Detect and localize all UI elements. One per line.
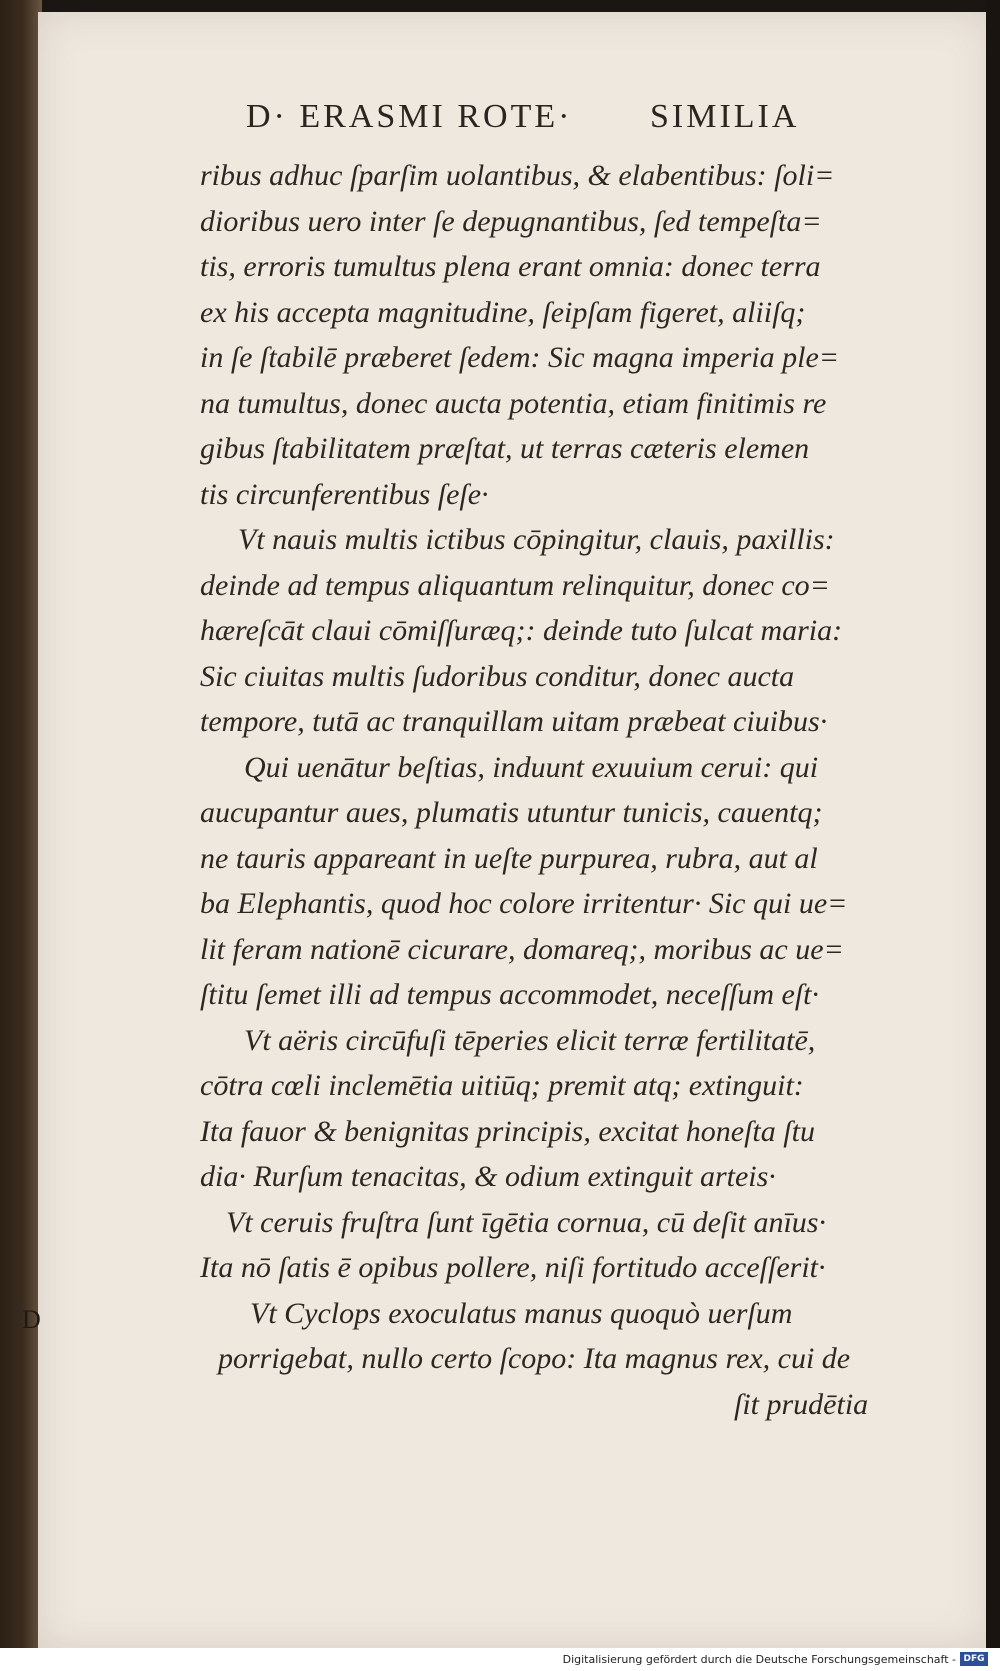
text-line: porrigebat, nullo certo ſcopo: Ita magnus rex, cui de [218, 1342, 851, 1375]
text-line: Sic ciuitas multis ſudoribus conditur, donec aucta [200, 659, 795, 693]
page-right-edge [986, 0, 1000, 1671]
text-line: Ita fauor & benignitas principis, excitat honeſta ſtu [200, 1114, 815, 1148]
text-line: dioribus uero inter ſe depugnantibus, ſed tempeſta= [200, 204, 822, 238]
text-line: ba Elephantis, quod hoc colore irritentur· Sic qui ue= [200, 887, 848, 920]
header-title: SIMILIA [650, 98, 800, 135]
text-line: hæreſcāt claui cōmiſſuræq;: deinde tuto ſulcat maria: [200, 614, 843, 647]
text-line: dia· Rurſum tenacitas, & odium extinguit arteis· [200, 1160, 776, 1193]
text-line: na tumultus, donec aucta potentia, etiam finitimis re [200, 386, 827, 420]
text-line: Vt Cyclops exoculatus manus quoquò uerſum [250, 1296, 793, 1330]
text-line: Vt aëris circūfuſi tēperies elicit terræ fertilitatē, [244, 1023, 816, 1057]
text-line: ribus adhuc ſparſim uolantibus, & elabentibus: ſoli= [200, 159, 835, 192]
text-line: Vt nauis multis ictibus cōpingitur, clauis, paxillis: [238, 523, 835, 556]
text-line: ſtitu ſemet illi ad tempus accommodet, neceſſum eſt· [200, 978, 820, 1011]
body-text [200, 153, 920, 1427]
text-line: aucupantur aues, plumatis utuntur tunicis, cauentq; [200, 796, 823, 829]
margin-mark: D [22, 1305, 41, 1334]
header-author: D· ERASMI ROTE· [246, 98, 573, 135]
text-line: lit feram nationē cicurare, domareq;, moribus ac ue= [200, 932, 844, 966]
text-line: tis circunferentibus ſeſe· [200, 477, 489, 511]
dfg-logo-icon: DFG [960, 1652, 988, 1666]
text-line: deinde ad tempus aliquantum relinquitur, donec co= [200, 568, 830, 602]
running-header [246, 98, 826, 140]
text-line: tis, erroris tumultus plena erant omnia: donec terra [200, 250, 821, 283]
footer-credit: Digitalisierung gefördert durch die Deutsche Forschungsgemeinschaft - [562, 1653, 956, 1666]
text-line: Vt ceruis fruſtra ſunt īgētia cornua, cū deſit anīus· [226, 1205, 826, 1239]
text-line: ex his accepta magnitudine, ſeipſam figeret, aliiſq; [200, 295, 806, 329]
text-line: Ita nō ſatis ē opibus pollere, niſi fortitudo acceſſerit· [200, 1251, 826, 1284]
text-line: cōtra cœli inclemētia uitiūq; premit atq; extinguit: [200, 1069, 804, 1102]
text-line: gibus ſtabilitatem præſtat, ut terras cæteris elemen [200, 432, 810, 465]
text-line: Qui uenātur beſtias, induunt exuuium cerui: qui [244, 750, 819, 784]
catchword-line: ſit prudētia [734, 1387, 869, 1421]
text-line: ne tauris appareant in ueſte purpurea, rubra, aut al [200, 841, 818, 875]
digitization-footer [0, 1648, 1000, 1671]
text-line: in ſe ſtabilē præberet ſedem: Sic magna imperia ple= [200, 341, 840, 374]
text-line: tempore, tutā ac tranquillam uitam præbeat ciuibus· [200, 705, 828, 738]
book-binding-edge [0, 0, 42, 1671]
